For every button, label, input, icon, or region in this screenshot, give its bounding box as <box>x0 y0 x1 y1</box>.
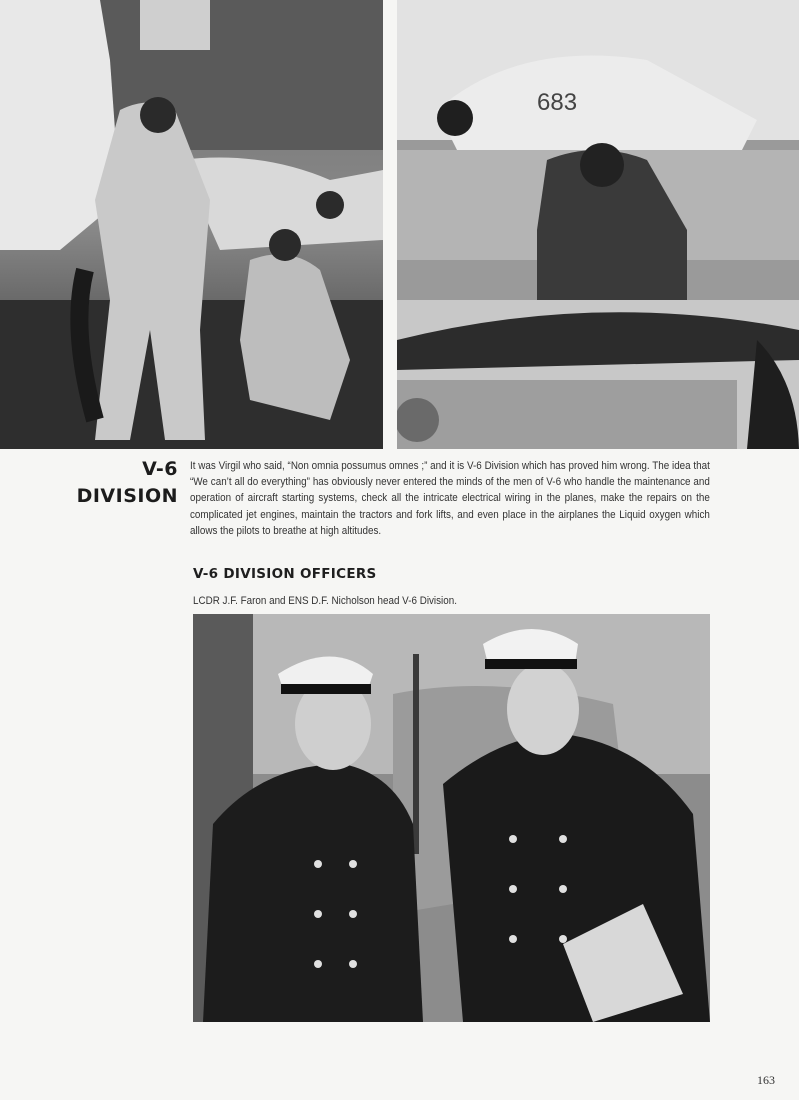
section-heading-line1: V-6 <box>142 458 178 480</box>
photo-crewmen-servicing-aircraft <box>0 0 383 449</box>
photo-jet-aircraft-683 <box>397 0 799 449</box>
section-heading <box>60 456 178 510</box>
photo-bottom-image <box>193 614 710 1022</box>
aircraft-number-label: 683 <box>537 89 578 116</box>
photo-division-officers <box>193 614 710 1022</box>
officers-caption: LCDR J.F. Faron and ENS D.F. Nicholson head V-6 Division. <box>193 595 457 607</box>
photo-right-image <box>397 0 799 449</box>
officers-subheading: V-6 DIVISION OFFICERS <box>193 566 377 582</box>
division-description-paragraph: It was Virgil who said, “Non omnia possumus omnes ;” and it is V-6 Division which has proved him wrong. The idea that “We can’t all do everything” has obviously never entered the minds of the men of V-6 who handle the maintenance and operation of aircraft starting systems, check all the intricate electrical wiring in the planes, make the repairs on the complicated jet engines, maintain the tractors and fork lifts, and even place in the airplanes the Liquid oxygen which allows the pilots to breathe at high altitudes. <box>190 460 710 537</box>
section-heading-line2: DIVISION <box>76 485 178 507</box>
page-number: 163 <box>757 1073 775 1087</box>
photo-left-image <box>0 0 383 449</box>
